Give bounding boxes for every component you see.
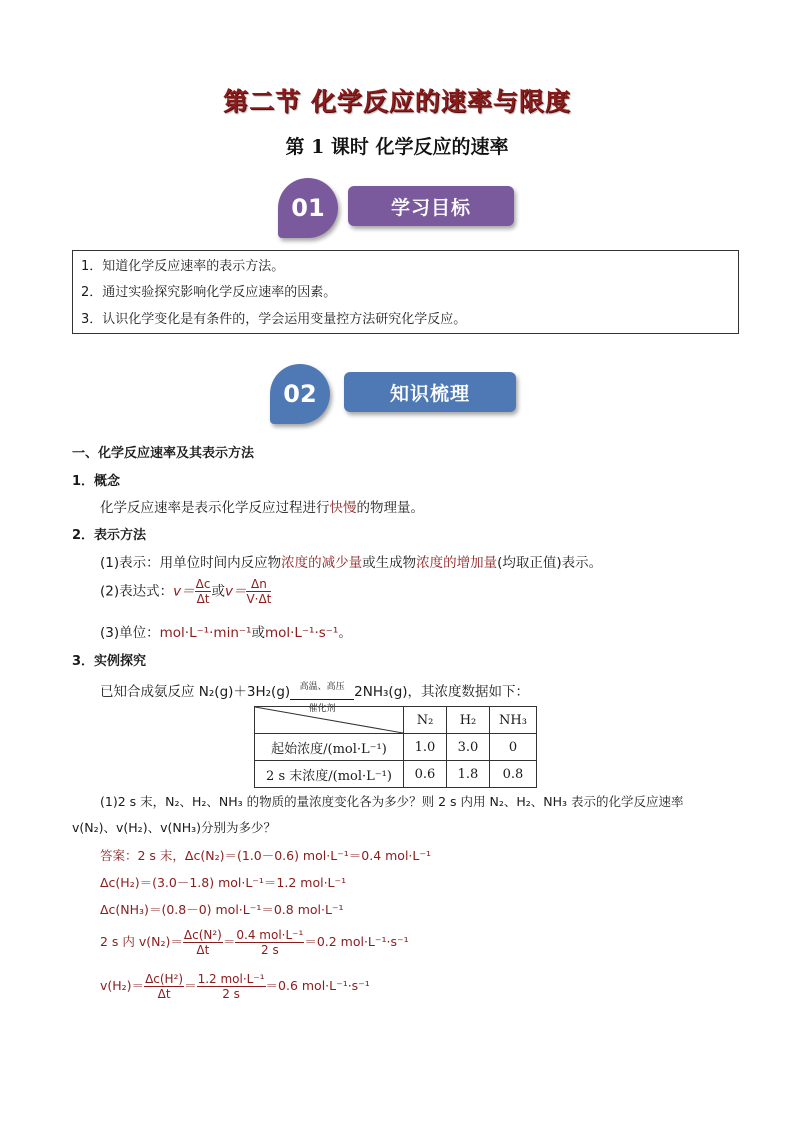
- rate-fraction: $\frac{\text{1.2 mol·L⁻¹}}{2 s}$: [197, 972, 265, 1001]
- method-3-unit: (3)单位：mol·L⁻¹·min⁻¹或mol·L⁻¹·s⁻¹。: [100, 625, 352, 641]
- question-line-1: (1)2 s 末，N₂、H₂、NH₃ 的物质的量浓度变化各为多少？则 2 s 内用 N₂、H₂、NH₃ 表示的化学反应速率: [100, 794, 684, 809]
- goal-item: 2．通过实验探究影响化学反应速率的因素。: [81, 285, 337, 300]
- method-2-expression: (2)表达式：v＝ $\frac{\Delta c}{\Delta t}$ 或v＝ $\frac{\Delta n}{V\cdot\Delta t}$: [100, 577, 272, 606]
- table-cell: 2 s 末浓度/(mol·L⁻¹): [255, 761, 404, 788]
- goal-item: 3．认识化学变化是有条件的，学会运用变量控方法研究化学反应。: [81, 312, 467, 327]
- badge-number-goals: 01: [278, 178, 338, 238]
- table-cell: 1.8: [447, 761, 490, 788]
- table-cell: 起始浓度/(mol·L⁻¹): [255, 734, 404, 761]
- table-cell: 3.0: [447, 734, 490, 761]
- badge-label-knowledge: 知识梳理: [344, 372, 516, 412]
- answer-rate-n2: 2 s 内 v(N₂)＝ $\frac{\text{Δc(N²)}}{\Delta t}$ ＝ $\frac{\text{0.4 mol·L⁻¹}}{2 s}$ ＝0.2 mol·L⁻¹·s⁻¹: [100, 928, 409, 957]
- concept-heading: 1．概念: [72, 474, 121, 489]
- table-cell: 1.0: [404, 734, 447, 761]
- page-title: 第二节 化学反应的速率与限度: [223, 87, 571, 116]
- example-heading: 3．实例探究: [72, 654, 147, 669]
- method-1-text: (1)表示：用单位时间内反应物浓度的减少量或生成物浓度的增加量(均取正值)表示。: [100, 555, 603, 571]
- table-row: [255, 734, 537, 761]
- table-header-row: [255, 707, 537, 734]
- method-heading: 2．表示方法: [72, 528, 147, 543]
- learning-goals-box: [72, 250, 739, 334]
- badge-label-goals: 学习目标: [348, 186, 514, 226]
- lesson-subtitle: 第 1 课时 化学反应的速率: [285, 136, 509, 158]
- table-cell: 0: [490, 734, 537, 761]
- rate-fraction: $\frac{\text{Δc(H²)}}{\Delta t}$: [145, 972, 184, 1001]
- reaction-condition: 高温、高压 催化剂: [290, 691, 354, 700]
- rate-fraction-c: $\frac{\Delta c}{\Delta t}$: [195, 577, 211, 606]
- concentration-table: [254, 706, 537, 788]
- table-header-cell: H₂: [447, 707, 490, 734]
- table-cell: 0.6: [404, 761, 447, 788]
- question-line-2: v(N₂)、v(H₂)、v(NH₃)分别为多少？: [72, 820, 276, 835]
- table-corner-cell: [255, 707, 404, 734]
- table-header-cell: N₂: [404, 707, 447, 734]
- rate-fraction: $\frac{\text{Δc(N²)}}{\Delta t}$: [183, 928, 222, 957]
- table-row: [255, 761, 537, 788]
- answer-line: Δc(H₂)＝(3.0－1.8) mol·L⁻¹＝1.2 mol·L⁻¹: [100, 875, 347, 890]
- answer-rate-h2: v(H₂)＝ $\frac{\text{Δc(H²)}}{\Delta t}$ ＝ $\frac{\text{1.2 mol·L⁻¹}}{2 s}$ ＝0.6 mol·L⁻¹·s⁻¹: [100, 972, 370, 1001]
- table-header-cell: NH₃: [490, 707, 537, 734]
- concept-text: 化学反应速率是表示化学反应过程进行快慢的物理量。: [100, 500, 424, 516]
- rate-fraction-n: $\frac{\Delta n}{V\cdot\Delta t}$: [246, 577, 272, 606]
- answer-line: Δc(NH₃)＝(0.8－0) mol·L⁻¹＝0.8 mol·L⁻¹: [100, 902, 344, 917]
- badge-number-knowledge: 02: [270, 364, 330, 424]
- goal-item: 1．知道化学反应速率的表示方法。: [81, 259, 285, 274]
- diagonal-line: [255, 707, 403, 733]
- rate-fraction: $\frac{\text{0.4 mol·L⁻¹}}{2 s}$: [236, 928, 304, 957]
- section-heading: 一、化学反应速率及其表示方法: [72, 446, 255, 461]
- table-cell: 0.8: [490, 761, 537, 788]
- example-intro: 已知合成氨反应 N₂(g)＋3H₂(g) 高温、高压 催化剂 2NH₃(g)，其浓度数据如下：: [100, 682, 530, 714]
- answer-line: 答案：2 s 末，Δc(N₂)＝(1.0－0.6) mol·L⁻¹＝0.4 mol·L⁻¹: [100, 848, 431, 863]
